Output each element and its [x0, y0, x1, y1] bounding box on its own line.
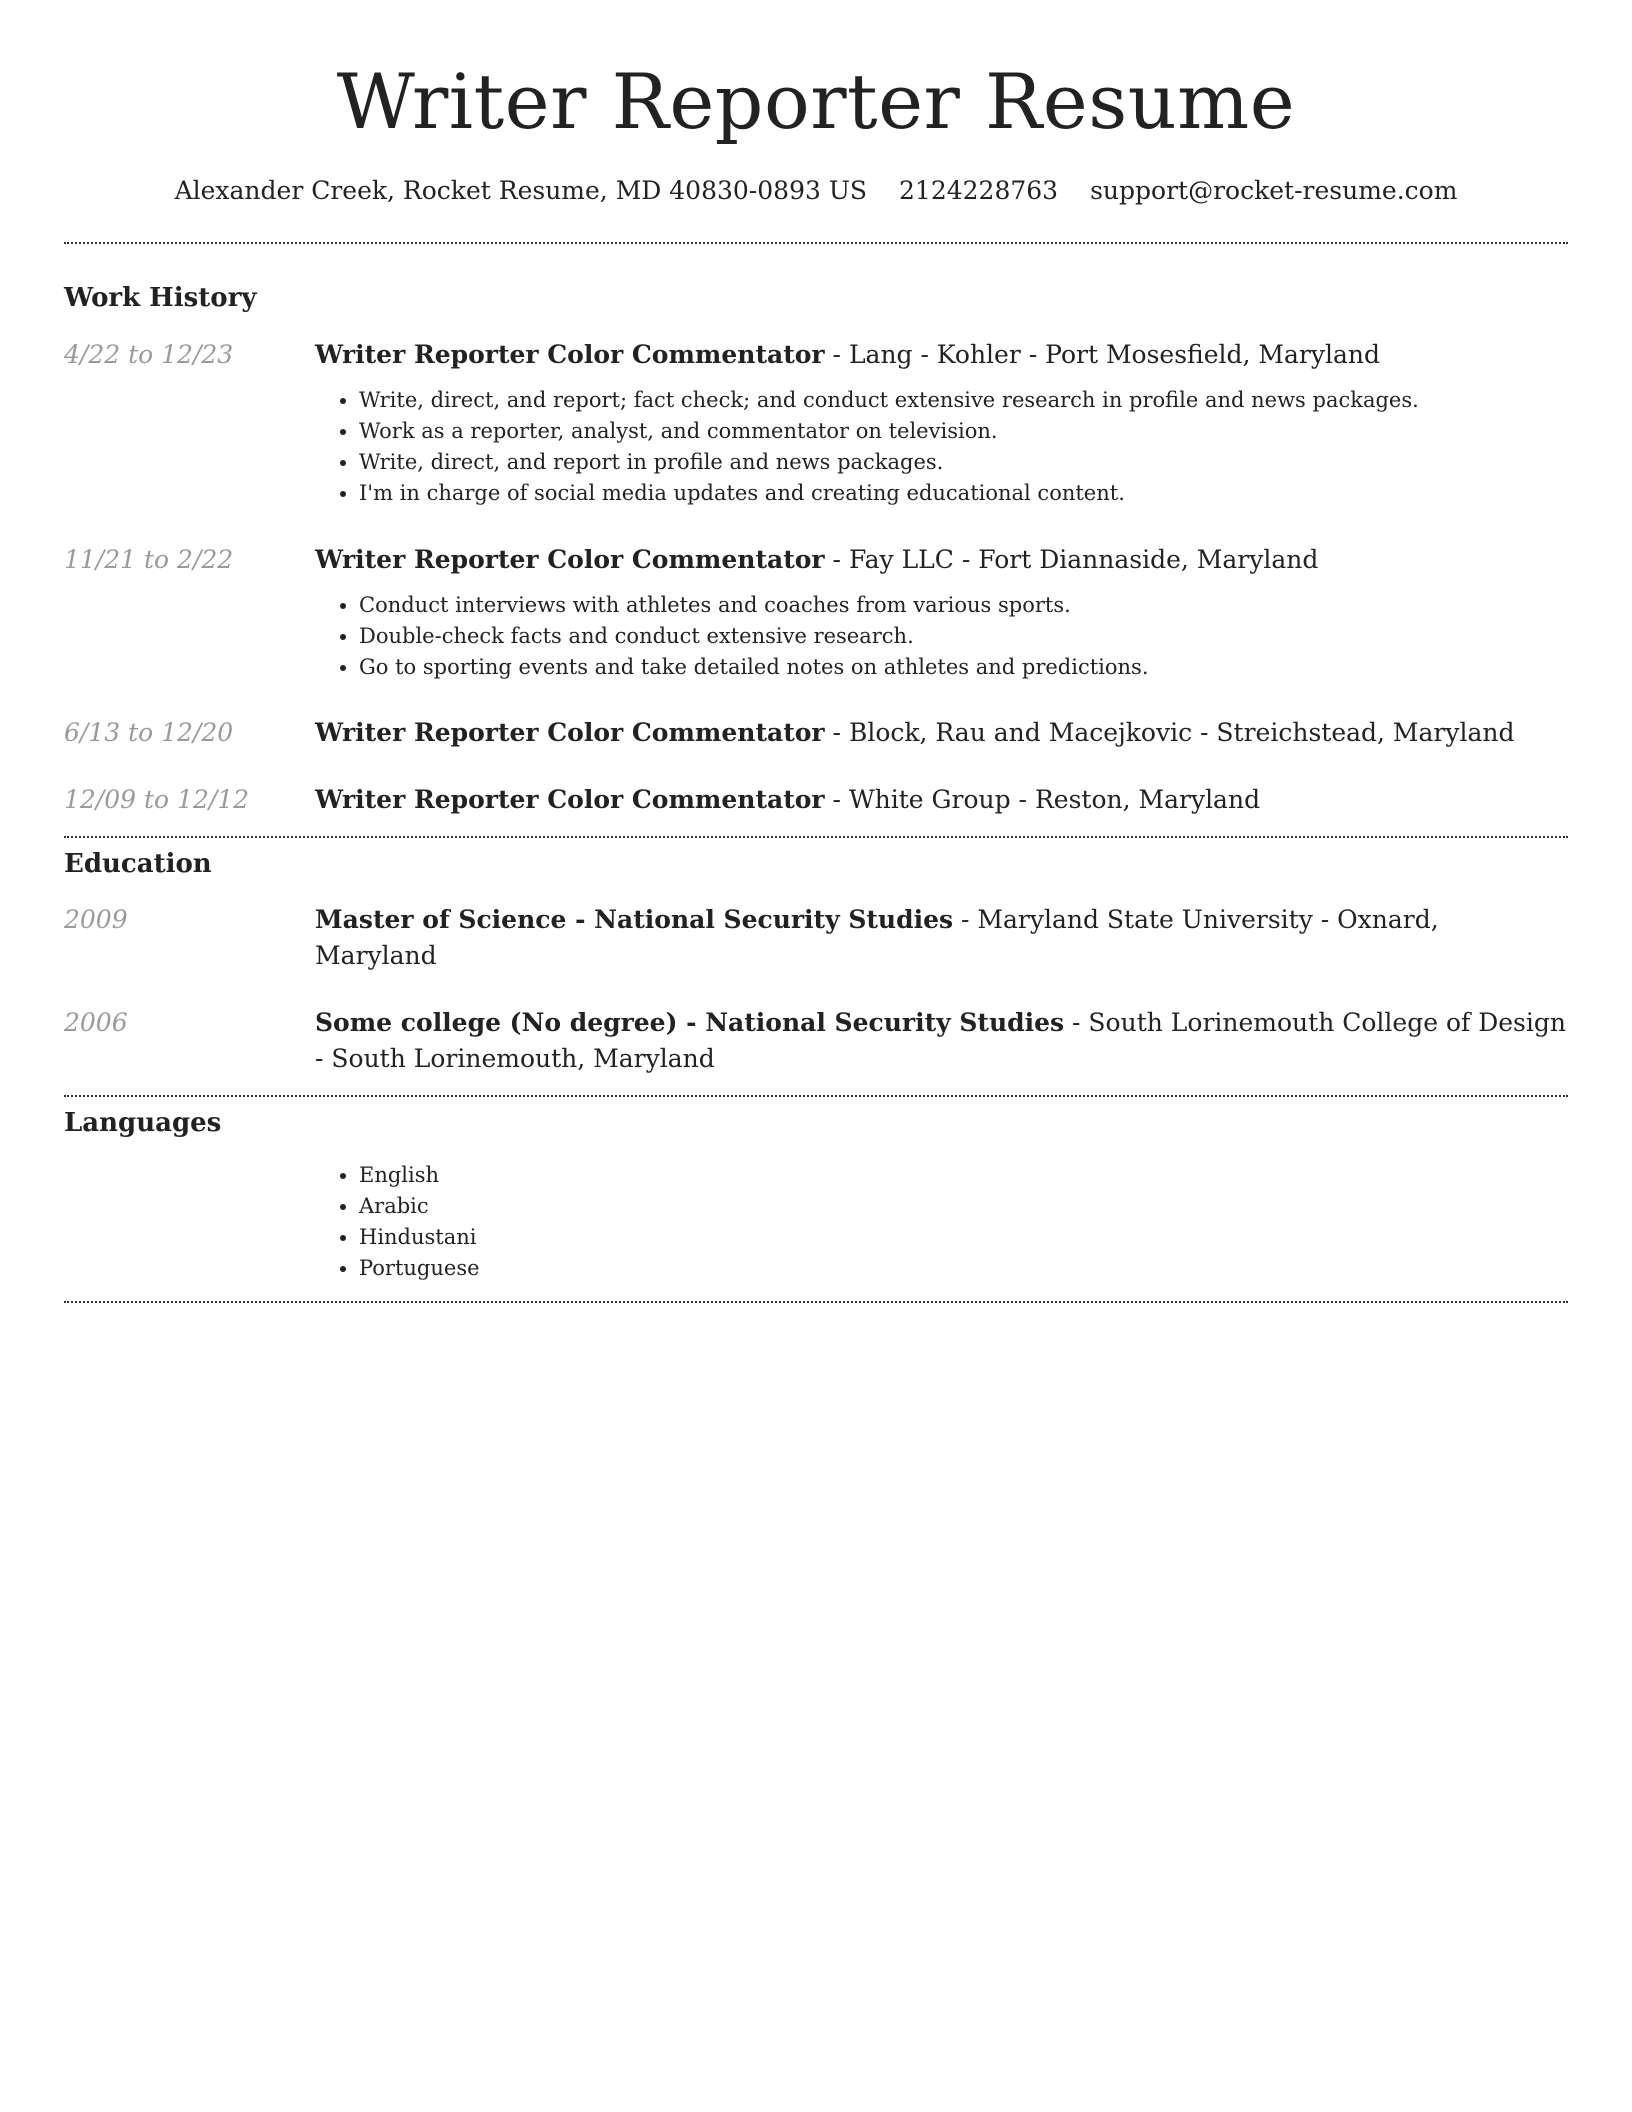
work-role: Writer Reporter Color Commentator: [315, 545, 825, 574]
work-role: Writer Reporter Color Commentator: [315, 340, 825, 369]
work-entry: [64, 542, 1568, 683]
education-year: 2009: [64, 905, 128, 934]
work-dates: 6/13 to 12/20: [64, 718, 234, 747]
work-dates: 12/09 to 12/12: [64, 785, 250, 814]
work-content: [315, 337, 1568, 509]
work-entry: [64, 715, 1568, 751]
work-content: [315, 782, 1568, 818]
list-item: • Hindustani: [359, 1222, 1568, 1253]
list-item: • Portuguese: [359, 1253, 1568, 1284]
work-details: - Lang - Kohler - Port Mosesfield, Maryland: [824, 340, 1380, 369]
languages-entry: [64, 1160, 1568, 1284]
work-role: Writer Reporter Color Commentator: [315, 718, 825, 747]
list-item: • Work as a reporter, analyst, and commentator on television.: [359, 416, 1568, 447]
section-title-languages: Languages: [64, 1108, 222, 1138]
education-details: - South Lorinemouth College of Design - South Lorinemouth, Maryland: [315, 1008, 1566, 1073]
education-content: [315, 902, 1568, 974]
contact-address: Alexander Creek, Rocket Resume, MD 40830-0893 US: [174, 176, 868, 205]
work-role: Writer Reporter Color Commentator: [315, 785, 825, 814]
page-title: Writer Reporter Resume: [336, 57, 1296, 146]
work-details: - White Group - Reston, Maryland: [824, 785, 1261, 814]
work-heading: [315, 715, 1568, 751]
languages-list: [315, 1160, 1568, 1284]
contact-email: support@rocket-resume.com: [1090, 176, 1458, 205]
work-heading: [315, 542, 1568, 578]
work-entry: [64, 782, 1568, 818]
education-entry: [64, 1005, 1568, 1077]
education-heading: [315, 1005, 1568, 1077]
work-details: - Block, Rau and Macejkovic - Streichstead, Maryland: [824, 718, 1515, 747]
education-heading: [315, 902, 1568, 974]
list-item: • I'm in charge of social media updates and creating educational content.: [359, 478, 1568, 509]
section-title-work-history: Work History: [64, 283, 257, 313]
work-entry: [64, 337, 1568, 509]
divider: [64, 1301, 1568, 1303]
contact-line: [64, 174, 1568, 208]
work-heading: [315, 337, 1568, 373]
education-entry: [64, 902, 1568, 974]
education-details: - Maryland State University - Oxnard, Maryland: [315, 905, 1439, 970]
education-degree: Some college (No degree) - National Security Studies: [315, 1008, 1065, 1037]
work-details: - Fay LLC - Fort Diannaside, Maryland: [824, 545, 1319, 574]
languages-section: [64, 1097, 1568, 1284]
work-heading: [315, 782, 1568, 818]
work-history-section: [64, 244, 1568, 818]
education-year: 2006: [64, 1008, 128, 1037]
list-item: • Arabic: [359, 1191, 1568, 1222]
work-bullets: [315, 590, 1568, 683]
list-item: • Double-check facts and conduct extensive research.: [359, 621, 1568, 652]
work-dates: 11/21 to 2/22: [64, 545, 234, 574]
list-item: • Go to sporting events and take detailed notes on athletes and predictions.: [359, 652, 1568, 683]
work-dates: 4/22 to 12/23: [64, 340, 234, 369]
list-item: • Conduct interviews with athletes and coaches from various sports.: [359, 590, 1568, 621]
work-content: [315, 715, 1568, 751]
languages-content: [315, 1160, 1568, 1284]
education-degree: Master of Science - National Security Studies: [315, 905, 954, 934]
work-bullets: [315, 385, 1568, 509]
work-content: [315, 542, 1568, 683]
list-item: • English: [359, 1160, 1568, 1191]
section-title-education: Education: [64, 849, 212, 879]
contact-phone: 2124228763: [899, 176, 1059, 205]
education-section: [64, 838, 1568, 1077]
list-item: • Write, direct, and report; fact check; and conduct extensive research in profile and news packages.: [359, 385, 1568, 416]
education-content: [315, 1005, 1568, 1077]
list-item: • Write, direct, and report in profile and news packages.: [359, 447, 1568, 478]
